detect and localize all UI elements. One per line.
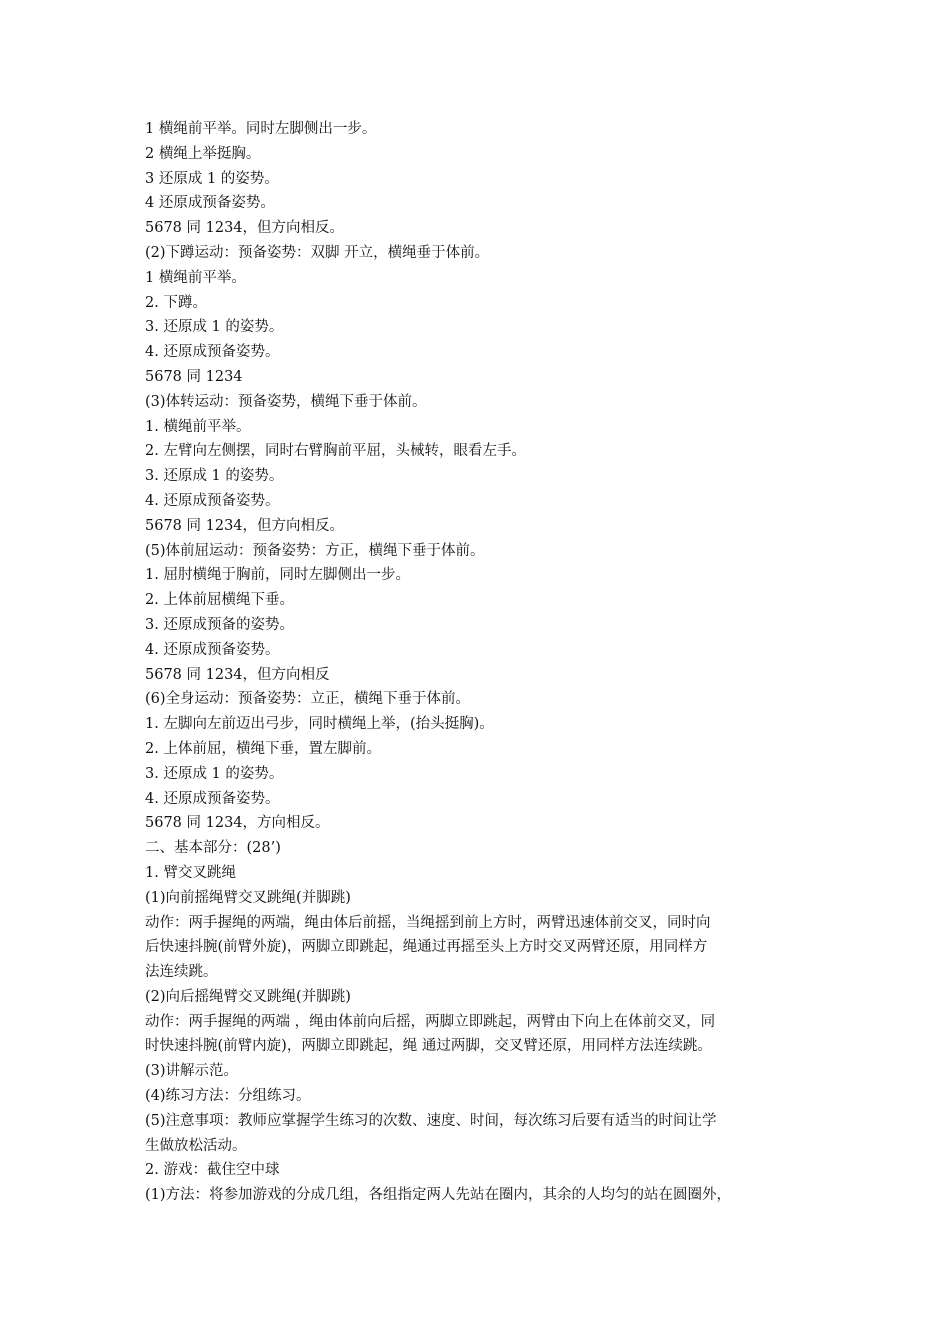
text-line: 1. 屈肘横绳于胸前，同时左脚侧出一步。	[145, 567, 410, 584]
text-line: 4. 还原成预备姿势。	[145, 492, 280, 509]
text-line: 1. 横绳前平举。	[145, 418, 251, 435]
text-line: 5678 同 1234	[145, 368, 243, 385]
part-heading: 二、基本部分：(28’)	[145, 840, 281, 857]
subsection-heading: 2. 游戏：截住空中球	[145, 1162, 280, 1179]
text-line: 2 横绳上举挺胸。	[145, 145, 261, 162]
text-line: 1. 左脚向左前迈出弓步，同时横绳上举，(抬头挺胸)。	[145, 716, 494, 733]
text-line: 2. 上体前屈，横绳下垂，置左脚前。	[145, 740, 381, 757]
text-line: 3. 还原成 1 的姿势。	[145, 468, 284, 485]
text-line: 4 还原成预备姿势。	[145, 195, 275, 212]
text-line: 2. 左臂向左侧摆，同时右臂胸前平屈，头械转，眼看左手。	[145, 443, 526, 460]
paragraph-line: 动作：两手握绳的两端，绳由体后前摇，当绳摇到前上方时，两臂迅速体前交叉，同时向	[145, 914, 711, 931]
text-line: 5678 同 1234，方向相反。	[145, 815, 330, 832]
section-heading: (1)向前摇绳臂交叉跳绳(并脚跳)	[145, 889, 351, 906]
text-line: 5678 同 1234，但方向相反	[145, 666, 330, 683]
section-heading: (3)体转运动：预备姿势，横绳下垂于体前。	[145, 393, 427, 410]
paragraph-line: 时快速抖腕(前臂内旋)，两脚立即跳起，绳 通过两脚，交叉臂还原，用同样方法连续跳。	[145, 1038, 712, 1055]
text-line: 3. 还原成预备的姿势。	[145, 616, 294, 633]
paragraph-line: (5)注意事项：教师应掌握学生练习的次数、速度、时间，每次练习后要有适当的时间让学	[145, 1112, 717, 1129]
text-line: 1 横绳前平举。同时左脚侧出一步。	[145, 121, 377, 137]
section-heading: (6)全身运动：预备姿势：立正，横绳下垂于体前。	[145, 691, 471, 708]
document-body	[145, 117, 820, 1208]
paragraph-line: 法连续跳。	[145, 964, 218, 981]
text-line: 1 横绳前平举。	[145, 269, 246, 286]
paragraph-line: 动作：两手握绳的两端 ，绳由体前向后摇，两脚立即跳起，两臂由下向上在体前交叉，同	[145, 1013, 716, 1030]
paragraph-line: 生做放松活动。	[145, 1137, 247, 1154]
text-line: 4. 还原成预备姿势。	[145, 790, 280, 807]
subsection-heading: 1. 臂交叉跳绳	[145, 864, 236, 881]
text-line: 4. 还原成预备姿势。	[145, 344, 280, 361]
text-line: 5678 同 1234，但方向相反。	[145, 220, 345, 237]
text-line: 3 还原成 1 的姿势。	[145, 170, 279, 187]
text-line: (4)练习方法：分组练习。	[145, 1088, 311, 1105]
text-line: 4. 还原成预备姿势。	[145, 641, 280, 658]
paragraph-line: 后快速抖腕(前臂外旋)，两脚立即跳起，绳通过再摇至头上方时交叉两臂还原，用同样方	[145, 939, 708, 956]
text-line: 2. 下蹲。	[145, 294, 207, 311]
text-line: 5678 同 1234，但方向相反。	[145, 517, 345, 534]
section-heading: (5)体前屈运动：预备姿势：方正，横绳下垂于体前。	[145, 542, 485, 559]
text-line: 3. 还原成 1 的姿势。	[145, 765, 284, 782]
section-heading: (2)下蹲运动：预备姿势：双脚 开立，横绳垂于体前。	[145, 244, 490, 261]
text-line: 3. 还原成 1 的姿势。	[145, 319, 284, 336]
text-line: (3)讲解示范。	[145, 1063, 239, 1080]
paragraph-line: (1)方法：将参加游戏的分成几组，各组指定两人先站在圈内，其余的人均匀的站在圆圈外，	[145, 1187, 732, 1204]
section-heading: (2)向后摇绳臂交叉跳绳(并脚跳)	[145, 988, 351, 1005]
text-line: 2. 上体前屈横绳下垂。	[145, 592, 294, 609]
